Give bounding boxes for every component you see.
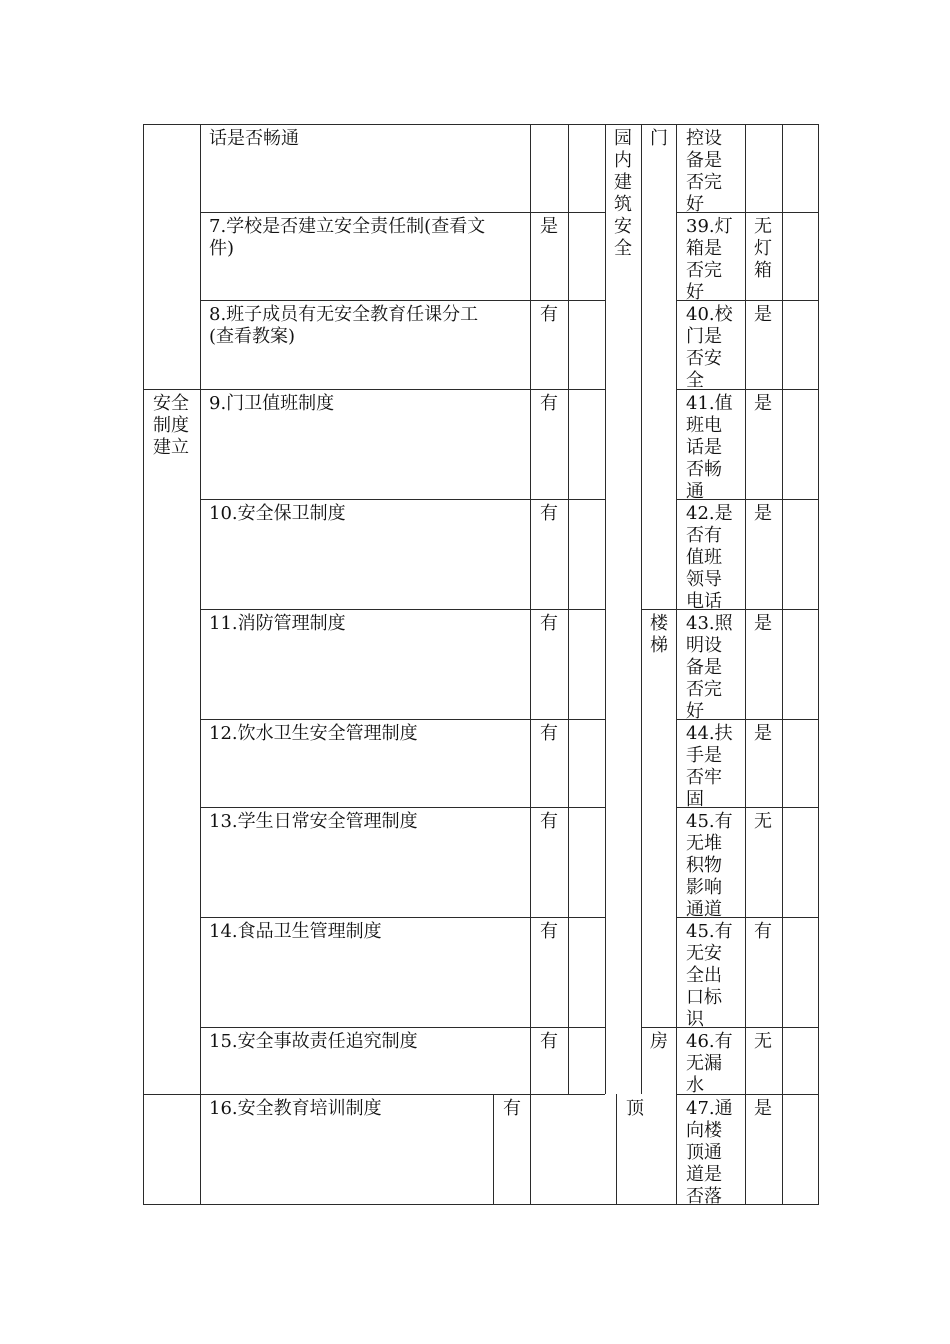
right-item-answer: 无	[754, 1031, 772, 1052]
right-item-answer: 是	[754, 1098, 772, 1119]
row-divider	[200, 212, 605, 213]
row-divider	[200, 917, 605, 918]
left-item-answer: 有	[540, 613, 558, 634]
left-item-answer: 有	[540, 503, 558, 524]
left-item-text: 9.门卫值班制度	[209, 393, 335, 414]
table-border-right	[818, 124, 819, 1205]
right-item-text: 43.照 明设 备是 否完 好	[686, 613, 733, 722]
subcat-roof: 顶	[626, 1098, 644, 1119]
subcat-door: 门	[650, 128, 668, 149]
right-item-text: 45.有 无安 全出 口标 识	[686, 921, 733, 1030]
row-divider	[143, 1094, 605, 1095]
left-item-answer: 有	[540, 393, 558, 414]
left-item-text: 12.饮水卫生安全管理制度	[209, 723, 418, 744]
right-category-label: 园 内 建 筑 安 全	[614, 128, 632, 259]
left-item-text: 话是否畅通	[209, 128, 299, 149]
right-item-answer: 无 灯 箱	[754, 216, 772, 281]
left-item-text: 11.消防管理制度	[209, 613, 346, 634]
right-item-answer: 是	[754, 304, 772, 325]
row-divider	[200, 807, 605, 808]
left-item-text: 14.食品卫生管理制度	[209, 921, 382, 942]
col-divider	[200, 124, 201, 1205]
right-item-text: 46.有 无漏 水	[686, 1031, 733, 1096]
right-item-text: 39.灯 箱是 否完 好	[686, 216, 733, 303]
left-item-answer: 有	[540, 811, 558, 832]
right-item-text: 45.有 无堆 积物 影响 通道	[686, 811, 733, 920]
right-item-text: 控设 备是 否完 好	[686, 128, 722, 215]
left-item-answer: 有	[540, 304, 558, 325]
right-item-answer: 无	[754, 811, 772, 832]
left-category-label: 安全 制度 建立	[153, 393, 189, 458]
table-border-left	[143, 124, 144, 1205]
right-item-answer: 是	[754, 723, 772, 744]
right-item-answer: 是	[754, 613, 772, 634]
right-item-text: 40.校 门是 否安 全	[686, 304, 733, 391]
left-item-text: 8.班子成员有无安全教育任课分工 (查看教案)	[209, 304, 479, 347]
left-item-text: 16.安全教育培训制度	[209, 1098, 382, 1119]
left-item-answer: 有	[540, 1031, 558, 1052]
col-divider	[493, 1094, 494, 1205]
right-item-text: 47.通 向楼 顶通 道是 否落	[686, 1098, 733, 1207]
left-item-answer: 有	[540, 723, 558, 744]
subcat-house: 房	[650, 1031, 668, 1052]
col-divider	[782, 124, 783, 1205]
right-item-text: 41.值 班电 话是 否畅 通	[686, 393, 733, 502]
left-item-answer: 是	[540, 216, 558, 237]
subcat-stairs: 楼 梯	[650, 613, 668, 656]
row-divider	[200, 609, 605, 610]
right-item-text: 42.是 否有 值班 领导 电话	[686, 503, 733, 612]
row-divider	[200, 1027, 605, 1028]
right-item-answer: 有	[754, 921, 772, 942]
left-item-text: 13.学生日常安全管理制度	[209, 811, 418, 832]
table-border-top	[143, 124, 819, 125]
row-divider	[200, 499, 605, 500]
right-item-text: 44.扶 手是 否牢 固	[686, 723, 733, 810]
left-item-text: 7.学校是否建立安全责任制(查看文 件)	[209, 216, 486, 259]
left-item-answer: 有	[503, 1098, 521, 1119]
col-divider	[605, 124, 606, 1094]
left-item-text: 15.安全事故责任追究制度	[209, 1031, 418, 1052]
row-divider	[200, 719, 605, 720]
row-divider	[143, 389, 605, 390]
right-item-answer: 是	[754, 503, 772, 524]
col-divider	[676, 124, 677, 1205]
right-item-answer: 是	[754, 393, 772, 414]
left-item-text: 10.安全保卫制度	[209, 503, 346, 524]
row-divider	[200, 300, 605, 301]
left-item-answer: 有	[540, 921, 558, 942]
col-divider	[745, 124, 746, 1205]
col-divider	[616, 1094, 617, 1205]
col-divider	[530, 1094, 531, 1205]
